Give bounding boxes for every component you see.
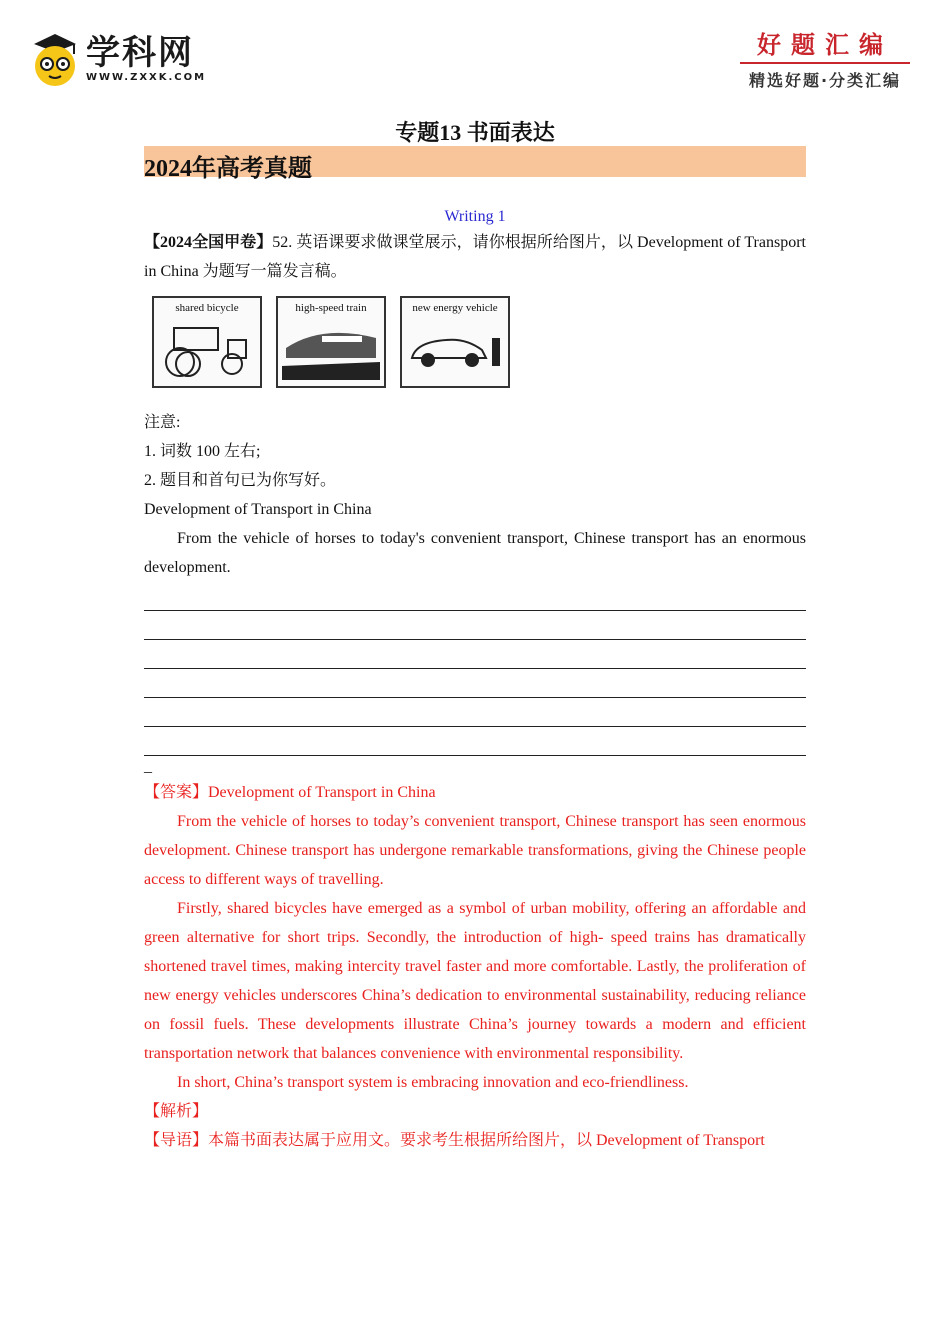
figure-row: [152, 296, 806, 388]
answer-paragraph-3: In short, China’s transport system is embracing innovation and eco-friendliness.: [177, 1074, 689, 1091]
essay-first-sentence: From the vehicle of horses to today's convenient transport, Chinese transport has an enormous development.: [144, 530, 806, 576]
answer-line[interactable]: [144, 582, 806, 611]
answer-line[interactable]: [144, 698, 806, 727]
note-word-count: 1. 词数 100 左右;: [144, 443, 261, 460]
page-header: [0, 0, 950, 112]
answer-paragraph-1: From the vehicle of horses to today’s convenient transport, Chinese transport has seen enormous development. Chinese transport has undergone remarkable transformations, giving the Chinese people access to different ways of travelling.: [144, 813, 806, 888]
question-body: 52. 英语课要求做课堂展示，请你根据所给图片，以 Development of Transport in China 为题写一篇发言稿。: [144, 234, 806, 280]
mascot-icon: [30, 30, 80, 86]
answer-line-end: _: [144, 758, 152, 775]
figure-high-speed-train: [276, 296, 386, 388]
carriage-icon: [158, 318, 256, 382]
essay-title: Development of Transport in China: [144, 501, 372, 518]
answer-line[interactable]: [144, 611, 806, 640]
note-given: 2. 题目和首句已为你写好。: [144, 472, 337, 489]
badge-bottom: 精选好题·分类汇编: [748, 71, 902, 90]
logo-url: WWW.ZXXK.COM: [86, 71, 207, 83]
analysis-label: 【解析】: [144, 1103, 209, 1120]
figure-label: high-speed train: [295, 302, 367, 314]
answer-line[interactable]: [144, 727, 806, 756]
section-title: 2024年高考真题: [144, 156, 312, 182]
guide-text: 【导语】本篇书面表达属于应用文。要求考生根据所给图片，以 Development of Transport: [144, 1132, 765, 1149]
question-text: [144, 228, 806, 286]
train-icon: [282, 318, 380, 382]
notes-title: 注意:: [144, 414, 181, 431]
page-title: 专题13 书面表达: [395, 120, 555, 145]
answer-line[interactable]: [144, 640, 806, 669]
zxxk-logo: [30, 30, 206, 86]
answer-paragraph-2: Firstly, shared bicycles have emerged as a symbol of urban mobility, offering an affordable and green alternative for short trips. Secondly, the introduction of high- speed trains has dramatically shortened travel times, making intercity travel faster and more comfortable. Lastly, the proliferation of new energy vehicles underscores China’s dedication to environmental sustainability, reducing reliance on fossil fuels. These developments illustrate China’s journey towards a modern and efficient transportation network that balances convenience with environmental responsibility.: [144, 900, 806, 1062]
car-icon: [406, 318, 504, 382]
writing-label: Writing 1: [444, 208, 506, 225]
badge-top: 好题汇编: [757, 31, 893, 59]
section-band: [144, 146, 806, 182]
badge-logo: [740, 30, 910, 91]
figure-shared-bicycle: [152, 296, 262, 388]
figure-label: new energy vehicle: [412, 302, 498, 314]
answer-line[interactable]: [144, 669, 806, 698]
logo-title: 学科网: [86, 32, 194, 73]
figure-new-energy-vehicle: [400, 296, 510, 388]
figure-label: shared bicycle: [175, 302, 239, 314]
badge-divider: [740, 62, 910, 64]
answer-label: 【答案】Development of Transport in China: [144, 784, 436, 801]
question-source: 【2024全国甲卷】: [144, 234, 273, 251]
main-content: [144, 202, 806, 1155]
